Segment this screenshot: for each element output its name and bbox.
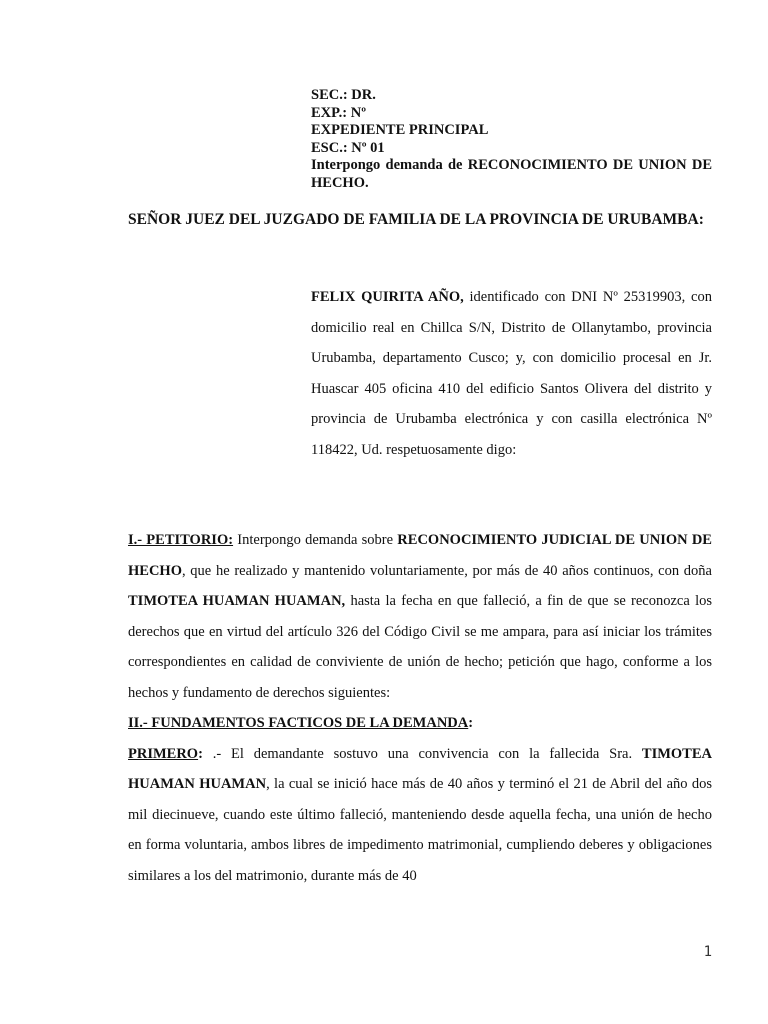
petitorio-text-3: hasta la fecha en que falleció, a fin de que se reconozca los derechos que en virtud del artículo 326 del Código Civil se me ampara, para así iniciar los trámites correspondientes en calidad de conviviente de unión de hecho; petición que hago, conforme a los hechos y fundamento de derechos siguientes: — [128, 593, 712, 701]
document-body — [128, 525, 712, 891]
page-number: 1 — [703, 944, 712, 960]
primero-text-2: , la cual se inició hace más de 40 años y terminó el 21 de Abril del año dos mil diecinueve, cuando este último falleció, manteniendo desde aquella fecha, una unión de hecho en forma voluntaria, ambos libres de impedimento matrimonial, cumpliendo deberes y obligaciones similares a los del matrimonio, durante más de 40 — [128, 776, 713, 884]
fundamentos-title: II.- FUNDAMENTOS FACTICOS DE LA DEMANDA — [128, 715, 469, 731]
primero-partner-name: TIMOTEA HUAMAN HUAMAN — [128, 745, 712, 792]
petitorio-title: I.- PETITORIO: — [128, 532, 234, 548]
intro-paragraph — [311, 282, 712, 465]
addressee: SEÑOR JUEZ DEL JUZGADO DE FAMILIA DE LA PROVINCIA DE URUBAMBA: — [128, 211, 704, 228]
petitorio-text-2: , que he realizado y mantenido voluntariamente, por más de 40 años continuos, con doña — [181, 562, 712, 579]
expediente-line: EXPEDIENTE PRINCIPAL — [311, 122, 489, 138]
primero-paragraph — [128, 739, 712, 892]
esc-line: ESC.: Nº 01 — [311, 139, 385, 156]
intro-text: identificado con DNI Nº 25319903, con domicilio real en Chillca S/N, Distrito de Ollanytambo, provincia Urubamba, departamento Cusco; y, con domicilio procesal en Jr. Huascar 405 oficina 410 del edificio Santos Olivera del distrito y provincia de Urubamba electrónica y con casilla electrónica Nº 118422, Ud. respetuosamente digo: — [311, 289, 712, 458]
case-header — [311, 87, 712, 192]
primero-text-1: .- El demandante sostuvo una convivencia con la fallecida Sra. — [202, 745, 642, 762]
primero-colon: : — [198, 745, 203, 762]
subject-line: Interpongo demanda de RECONOCIMIENTO DE UNION DE HECHO. — [311, 157, 712, 191]
petitorio-claim: RECONOCIMIENTO JUDICIAL DE UNION DE HECHO — [128, 532, 712, 579]
petitorio-partner-name: TIMOTEA HUAMAN HUAMAN, — [128, 593, 346, 609]
plaintiff-name: FELIX QUIRITA AÑO, — [311, 289, 464, 305]
petitorio-text-1: Interpongo demanda sobre — [233, 532, 398, 548]
fundamentos-heading — [128, 708, 712, 739]
fundamentos-colon: : — [468, 715, 474, 731]
primero-label: PRIMERO — [128, 745, 199, 762]
exp-line: EXP.: Nº — [311, 104, 367, 121]
sec-line: SEC.: DR. — [311, 87, 376, 103]
petitorio-paragraph — [128, 525, 712, 708]
